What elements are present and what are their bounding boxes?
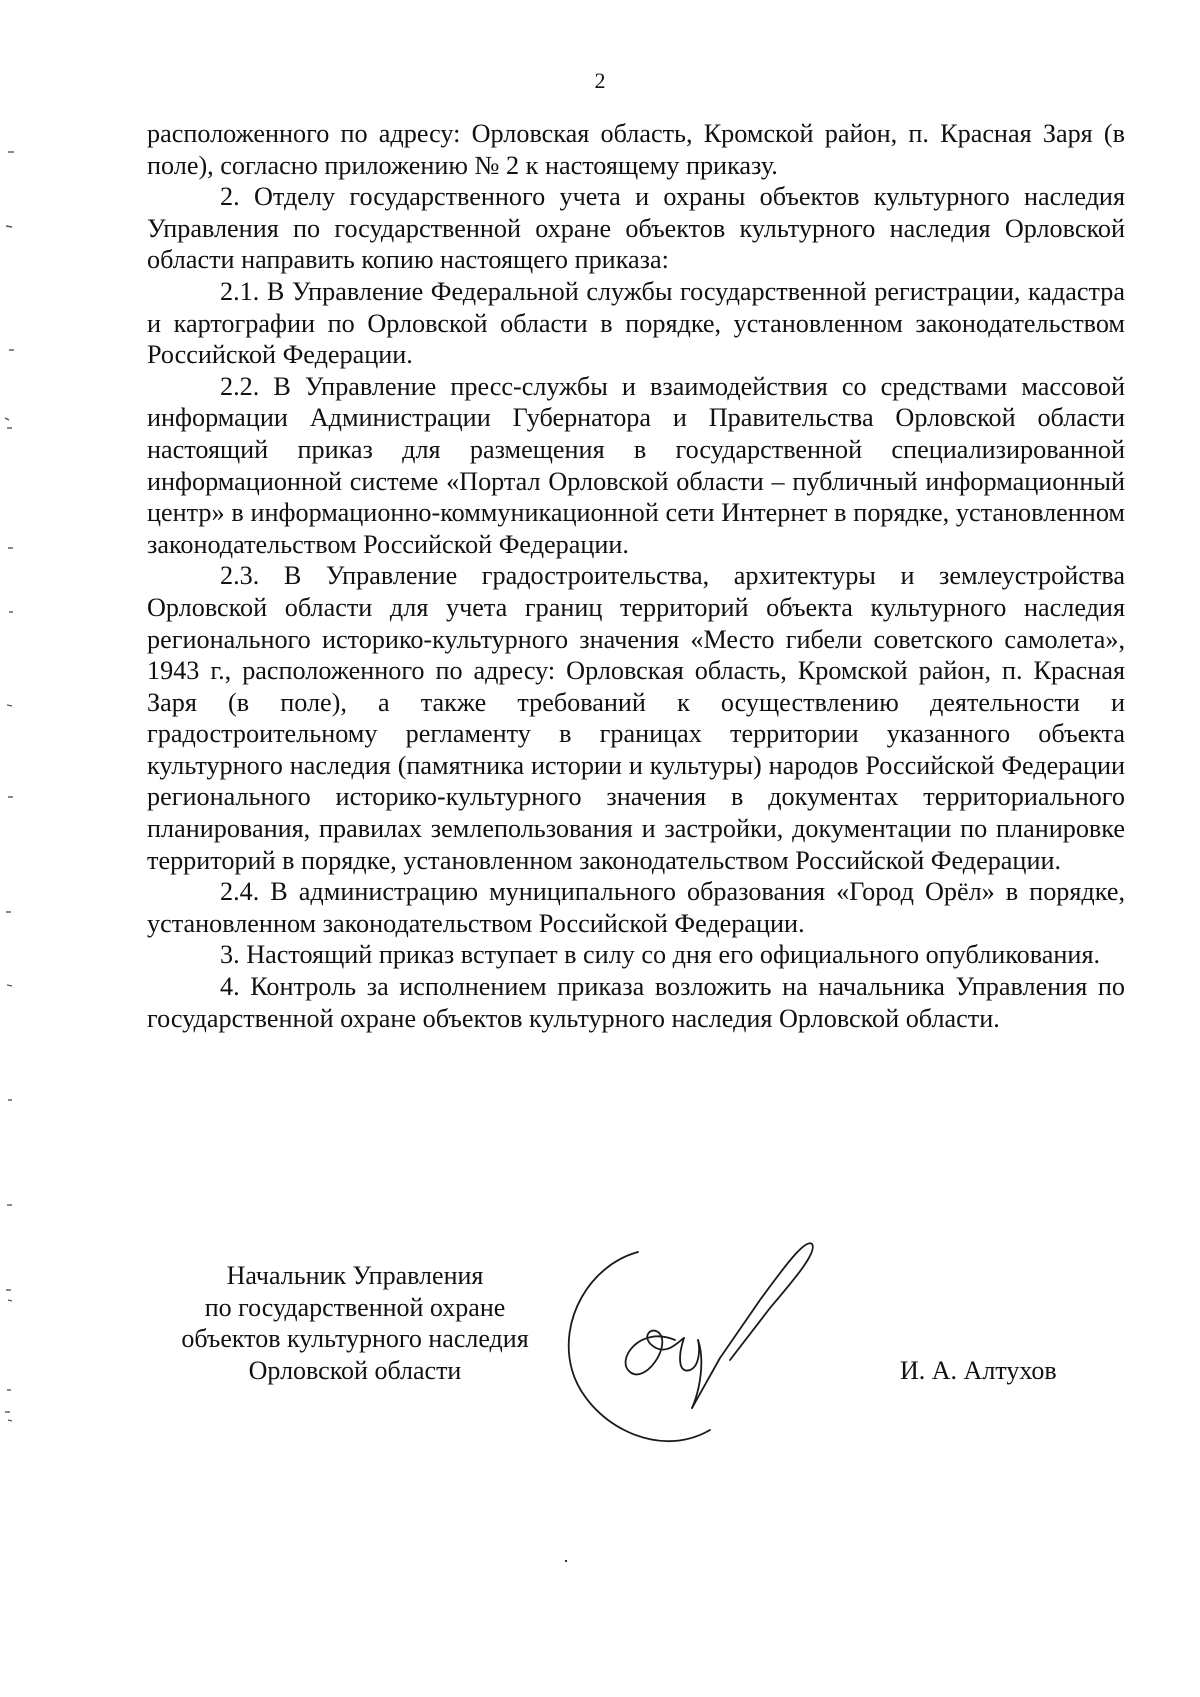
document-body bbox=[147, 118, 1125, 1034]
paragraph-item-2: 2. Отделу государственного учета и охраны объектов культурного наследия Управления по государственной охране объектов культурного наследия Орловской области направить копию настоящего приказа: bbox=[147, 182, 1125, 275]
paragraph-item-3: 3. Настоящий приказ вступает в силу со дня его официального опубликования. bbox=[220, 940, 1101, 970]
paragraph-item-2-4: 2.4. В администрацию муниципального образования «Город Орёл» в порядке, установленном законодательством Российской Федерации. bbox=[147, 877, 1125, 938]
paragraph-item-2-2: 2.2. В Управление пресс-службы и взаимодействия со средствами массовой информации Администрации Губернатора и Правительства Орловской области настоящий приказ для размещения в государственной специализированной информационной системе «Портал Орловской области – публичный информационный центр» в информационно-коммуникационной сети Интернет в порядке, установленном законодательством Российской Федерации. bbox=[147, 371, 1125, 559]
signatory-title bbox=[150, 1260, 560, 1386]
paragraph-item-4: 4. Контроль за исполнением приказа возложить на начальника Управления по государственной охране объектов культурного наследия Орловской области. bbox=[147, 972, 1125, 1033]
scan-margin-marks bbox=[0, 0, 30, 1697]
signatory-title-line: Орловской области bbox=[248, 1355, 462, 1385]
signatory-name: И. А. Алтухов bbox=[900, 1356, 1057, 1385]
paragraph-address-continuation: расположенного по адресу: Орловская область, Кромской район, п. Красная Заря (в поле), согласно приложению № 2 к настоящему приказу. bbox=[147, 119, 1125, 180]
paragraph-item-2-3: 2.3. В Управление градостроительства, архитектуры и землеустройства Орловской области для учета границ территорий объекта культурного наследия регионального историко-культурного значения «Место гибели советского самолета», 1943 г., расположенного по адресу: Орловская область, Кромской район, п. Красная Заря (в поле), а также требований к осуществлению деятельности и градостроительному регламенту в границах территории указанного объекта культурного наследия (памятника истории и культуры) народов Российской Федерации регионального историко-культурного значения в документах территориального планирования, правилах землепользования и застройки, документации по планировке территорий в порядке, установленном законодательством Российской Федерации. bbox=[147, 561, 1125, 875]
signatory-title-line: Начальник Управления bbox=[226, 1261, 484, 1290]
paragraph-item-2-1: 2.1. В Управление Федеральной службы государственной регистрации, кадастра и картографии по Орловской области в порядке, установленном законодательством Российской Федерации. bbox=[147, 276, 1125, 370]
page-number: 2 bbox=[594, 68, 606, 93]
handwritten-signature bbox=[560, 1230, 860, 1460]
signatory-title-line: по государственной охране bbox=[204, 1292, 506, 1322]
signatory-title-line: объектов культурного наследия bbox=[181, 1324, 529, 1353]
scan-artifact-dot bbox=[565, 1560, 567, 1562]
